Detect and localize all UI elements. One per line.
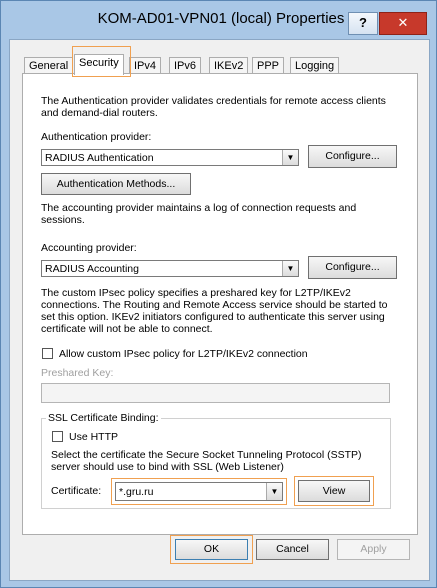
authentication-methods-button[interactable]: Authentication Methods... — [41, 173, 191, 195]
ssl-group-label: SSL Certificate Binding: — [48, 412, 159, 424]
accounting-provider-label: Accounting provider: — [41, 242, 137, 254]
accounting-configure-button[interactable]: Configure... — [308, 256, 397, 279]
ssl-description: Select the certificate the Secure Socket Tunneling Protocol (SSTP) server should use to bind with SSL (Web Listener) — [51, 449, 362, 473]
view-certificate-button[interactable]: View — [298, 480, 370, 502]
preshared-key-field[interactable] — [41, 383, 390, 403]
certificate-label: Certificate: — [51, 485, 102, 497]
accounting-provider-value: RADIUS Accounting — [45, 263, 139, 275]
auth-description: The Authentication provider validates credentials for remote access clients and demand-dial routers. — [41, 95, 386, 119]
chevron-down-icon: ▼ — [266, 483, 282, 500]
cancel-button[interactable]: Cancel — [256, 539, 329, 560]
accounting-provider-select[interactable] — [41, 260, 299, 277]
tab-ikev2[interactable]: IKEv2 — [209, 57, 248, 75]
ipsec-description: The custom IPsec policy specifies a preshared key for L2TP/IKEv2 connections. The Routing and Remote Access service should be started to set this option. IKEv2 initiators configured to authenticate this server using certificate will not be able to connect. — [41, 287, 388, 335]
apply-button[interactable]: Apply — [337, 539, 410, 560]
tab-ipv6[interactable]: IPv6 — [169, 57, 201, 75]
tab-ipv4[interactable]: IPv4 — [129, 57, 161, 75]
auth-provider-select[interactable] — [41, 149, 299, 166]
title-bar[interactable] — [1, 1, 436, 35]
auth-provider-label: Authentication provider: — [41, 131, 152, 143]
preshared-key-label: Preshared Key: — [41, 367, 114, 379]
accounting-description: The accounting provider maintains a log of connection requests and sessions. — [41, 202, 357, 226]
certificate-value: *.gru.ru — [119, 486, 154, 498]
chevron-down-icon: ▼ — [282, 150, 298, 165]
allow-ipsec-checkbox[interactable] — [42, 348, 53, 359]
ok-button[interactable]: OK — [175, 539, 248, 560]
tab-ppp[interactable]: PPP — [252, 57, 284, 75]
use-http-checkbox[interactable] — [52, 431, 63, 442]
window-title: KOM-AD01-VPN01 (local) Properties — [97, 10, 345, 27]
chevron-down-icon: ▼ — [282, 261, 298, 276]
tab-general[interactable]: General — [24, 57, 73, 75]
tab-logging[interactable]: Logging — [290, 57, 339, 75]
tab-security[interactable]: Security — [74, 54, 124, 75]
use-http-label[interactable]: Use HTTP — [69, 431, 119, 443]
allow-ipsec-label[interactable]: Allow custom IPsec policy for L2TP/IKEv2 connection — [59, 348, 308, 360]
help-button[interactable]: ? — [348, 12, 378, 35]
auth-provider-value: RADIUS Authentication — [45, 152, 154, 164]
auth-configure-button[interactable]: Configure... — [308, 145, 397, 168]
close-button[interactable]: ✕ — [379, 12, 427, 35]
certificate-select[interactable] — [115, 482, 283, 501]
